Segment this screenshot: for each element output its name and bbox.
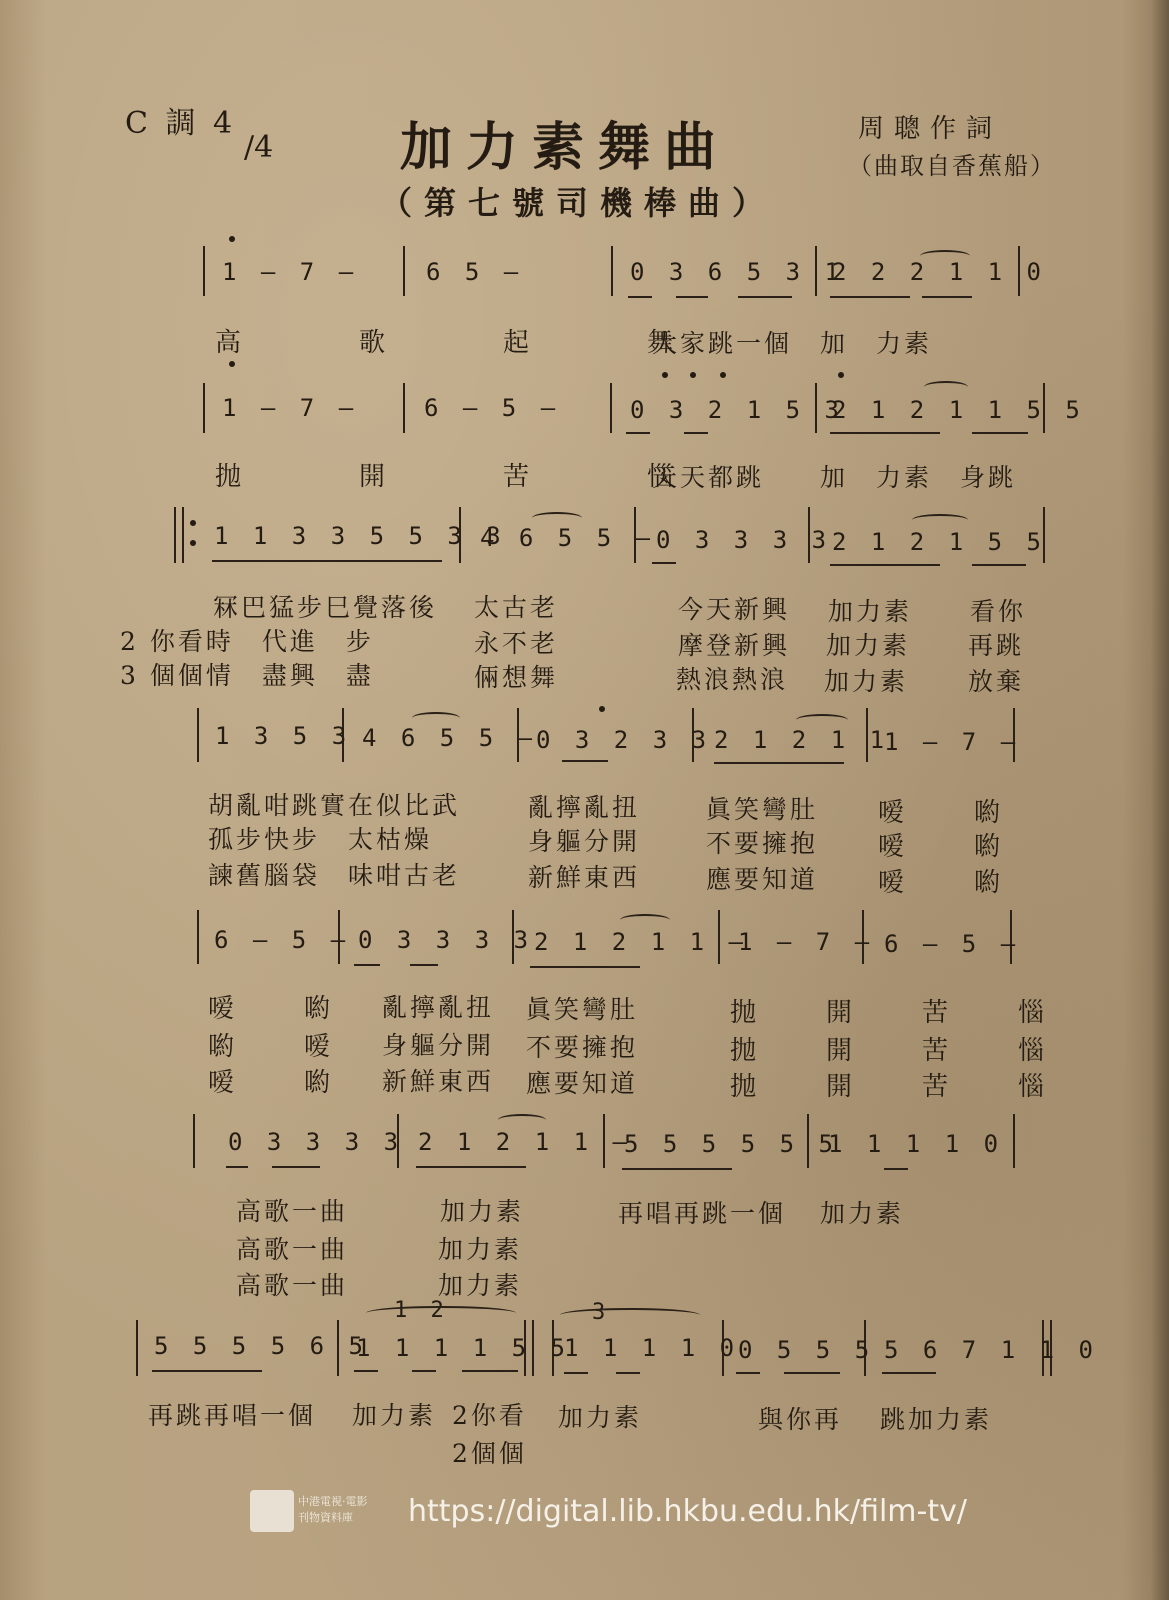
beam-line (830, 564, 940, 566)
verse-lyric: 高歌一曲 (236, 1271, 349, 1300)
verse-lyric: 嗳 喲 (208, 994, 353, 1024)
verse-lyric: 應要知道 (706, 865, 819, 894)
verse-lyric: 孤步快步 太枯燥 (208, 825, 433, 854)
verse-lyric: 再唱再跳一個 (618, 1199, 787, 1228)
lyric-line: 天天都跳 加 力素 身跳 (652, 463, 1017, 492)
slur-mark (796, 714, 848, 726)
verse-lyric: 高歌一曲 (236, 1235, 349, 1264)
slur-mark (620, 914, 670, 926)
ending-bracket (560, 1308, 700, 1322)
verse-lyric: 胡亂咁跳實在似比武 (208, 791, 461, 820)
verse-lyric: 高歌一曲 (236, 1197, 349, 1226)
verse-lyric: 加力素 (824, 667, 909, 696)
verse-lyric: 加力素 (438, 1235, 523, 1264)
verse-lyric: 看你 (970, 597, 1027, 626)
lyric-line: 高 歌 起 舞 (215, 328, 696, 358)
verse-lyric: 熱浪熱浪 (676, 665, 789, 694)
notation-measure: 6 — 5 — (424, 394, 561, 422)
lyric-line: 大家跳一個 加 力素 (652, 329, 933, 358)
notation-measure: 5 5 5 5 5 5 (624, 1130, 838, 1158)
barline (403, 246, 405, 296)
notation-measure: 1 1 1 1 0 (564, 1334, 740, 1362)
notation-measure: 1 1 1 1 0 (828, 1130, 1004, 1158)
notation-measure: 5 5 5 5 6 5 (154, 1332, 368, 1360)
verse-lyric: 喲 嗳 (208, 1032, 353, 1062)
notation-measure: 1 — 7 — (222, 394, 359, 422)
ending-bracket (366, 1306, 516, 1320)
beam-line (530, 966, 640, 968)
notation-measure: 0 3 3 3 3 (358, 926, 534, 954)
beam-line (354, 964, 380, 966)
verse-lyric: 應要知道 (526, 1069, 639, 1098)
lyric-line: 再跳再唱一個 (148, 1401, 317, 1430)
notation-measure: 0 3 6 5 3 1 (630, 258, 844, 286)
barline (203, 383, 205, 433)
barline (197, 910, 199, 964)
verse-lyric: 眞笑彎肚 (706, 795, 819, 824)
verse-lyric: 不要擁抱 (706, 829, 819, 858)
notation-measure: 2 1 2 1 1 5 5 (832, 396, 1085, 424)
beam-line (354, 1370, 378, 1372)
notation-measure: 6 5 — (426, 258, 524, 286)
verse-lyric: 摩登新興 (678, 631, 791, 660)
high-octave-dot (662, 372, 668, 378)
archive-name-line1: 中港電視·電影 (298, 1495, 368, 1508)
beam-line (784, 1372, 840, 1374)
verse-lyric: 嗳 喲 (878, 868, 1023, 898)
beam-line (882, 1372, 936, 1374)
verse-lyric: 太古老 (474, 593, 559, 622)
time-signature-denominator: /4 (244, 130, 274, 165)
barline (203, 246, 205, 296)
verse-lyric: 放棄 (968, 667, 1025, 696)
slur-mark (412, 712, 460, 724)
beam-line (564, 1372, 588, 1374)
verse-lyric: 加力素 (438, 1271, 523, 1300)
verse-lyric: 再跳 (968, 631, 1025, 660)
notation-measure: 0 3 3 3 3 (656, 526, 832, 554)
lyric-line: 跳加力素 (880, 1405, 993, 1434)
slur-mark (532, 512, 582, 524)
archive-name (298, 1494, 368, 1526)
lyric-line: 與你再 (758, 1405, 843, 1434)
verse-lyric: 身軀分開 (382, 1031, 495, 1060)
verse-lyric: 今天新興 (678, 595, 791, 624)
notation-measure: 0 3 2 1 5 3 (630, 396, 844, 424)
barline (1013, 1114, 1015, 1168)
verse-lyric: 抛 開 苦 惱 (730, 1036, 1067, 1066)
melody-source: （曲取自香蕉船） (848, 152, 1056, 180)
verse-lyric: 亂擰亂扭 (382, 993, 495, 1022)
beam-line (738, 296, 792, 298)
beam-line (652, 562, 676, 564)
verse-lyric: 加力素 (828, 597, 913, 626)
verse-lyric: 嗳 喲 (878, 798, 1023, 828)
beam-line (830, 432, 940, 434)
verse-lyric: 3 個個情 盡興 盡 (120, 661, 374, 690)
song-subtitle: （第七號司機棒曲） (380, 184, 777, 222)
verse-lyric: 新鮮東西 (528, 863, 641, 892)
beam-line (212, 560, 442, 562)
verse-lyric: 2 你看時 代進 步 (120, 627, 374, 656)
beam-line (676, 296, 708, 298)
verse-lyric: 不要擁抱 (526, 1033, 639, 1062)
slur-mark (912, 514, 968, 526)
repeat-dot (190, 520, 196, 526)
barline (193, 1114, 195, 1168)
lyric-line: 加力素 (558, 1403, 643, 1432)
beam-line (152, 1370, 262, 1372)
notation-measure: 2 1 2 1 1 (714, 726, 890, 754)
high-octave-dot (599, 706, 605, 712)
high-octave-dot (720, 372, 726, 378)
verse-lyric: 新鮮東西 (382, 1067, 495, 1096)
lyricist-credit: 周聰作詞 (858, 114, 1003, 144)
slur-mark (498, 1114, 546, 1126)
high-octave-dot (690, 372, 696, 378)
notation-measure: 6 — 5 — (214, 926, 351, 954)
beam-line (416, 1166, 526, 1168)
lyric-line: 加力素 (352, 1401, 437, 1430)
notation-measure: 1 1 1 1 5 5 (356, 1334, 570, 1362)
verse-lyric: 身軀分開 (528, 827, 641, 856)
beam-line (972, 432, 1028, 434)
notation-measure: 6 — 5 — (884, 930, 1021, 958)
beam-line (272, 1166, 320, 1168)
notation-measure: 1 3 5 3 (215, 722, 352, 750)
verse-lyric: 亂擰亂扭 (528, 793, 641, 822)
repeat-start-barline (174, 507, 184, 563)
beam-line (626, 432, 650, 434)
high-octave-dot (229, 236, 235, 242)
verse-lyric: 眞笑彎肚 (526, 995, 639, 1024)
verse-lyric: 嗳 喲 (208, 1068, 353, 1098)
verse-lyric: 加力素 (826, 631, 911, 660)
verse-lyric: 倆想舞 (474, 663, 559, 692)
lyric-line: 抛 開 苦 惱 (215, 462, 696, 492)
notation-measure: 5 6 7 1 1 0 (884, 1336, 1098, 1364)
verse-lyric: 冧巴猛步巳覺落後 (213, 593, 438, 622)
notation-measure: 2 1 2 1 5 5 (832, 528, 1046, 556)
barline (610, 383, 612, 433)
verse-lyric: 加力素 (440, 1197, 525, 1226)
beam-line (922, 296, 972, 298)
key-signature: C 調 4 (125, 106, 237, 141)
notation-measure: 2 1 2 1 1 — (534, 928, 748, 956)
beam-line (622, 1168, 732, 1170)
verse-lyric: 嗳 喲 (878, 832, 1023, 862)
repeat-dot (190, 540, 196, 546)
barline (197, 708, 199, 762)
song-title: 加力素舞曲 (400, 117, 731, 178)
notation-measure: 0 5 5 5 (738, 1336, 875, 1364)
barline (136, 1320, 138, 1376)
high-octave-dot (838, 372, 844, 378)
beam-line (628, 296, 652, 298)
notation-measure: 0 3 2 3 3 (536, 726, 712, 754)
verse-lyric: 永不老 (474, 629, 559, 658)
barline (611, 246, 613, 296)
notation-measure: 2 2 2 1 1 0 (832, 258, 1046, 286)
beam-line (972, 564, 1026, 566)
notation-measure: 4 6 5 5 — (480, 524, 656, 552)
archive-url[interactable]: https://digital.lib.hkbu.edu.hk/film-tv/ (408, 1494, 967, 1529)
notation-measure: 0 3 3 3 3 (228, 1128, 404, 1156)
lyric-line: 2個個 (452, 1439, 527, 1468)
page-edge-shadow (1151, 0, 1169, 1600)
verse-lyric: 加力素 (820, 1199, 905, 1228)
slur-mark (920, 250, 970, 262)
high-octave-dot (229, 361, 235, 367)
barline (403, 383, 405, 433)
verse-lyric: 抛 開 苦 惱 (730, 998, 1067, 1028)
beam-line (410, 964, 438, 966)
beam-line (412, 1370, 436, 1372)
ending-bracket-label: 1 2 (394, 1298, 449, 1323)
beam-line (462, 1370, 518, 1372)
beam-line (616, 1372, 640, 1374)
beam-line (830, 296, 910, 298)
archive-logo-icon (250, 1490, 294, 1532)
slur-mark (924, 381, 968, 393)
verse-lyric: 抛 開 苦 惱 (730, 1072, 1067, 1102)
beam-line (562, 760, 608, 762)
notation-measure: 1 — 7 — (884, 728, 1021, 756)
notation-measure: 4 6 5 5 — (362, 724, 538, 752)
lyric-line: 2你看 (452, 1401, 527, 1430)
beam-line (736, 1372, 760, 1374)
verse-lyric: 諫舊腦袋 味咁古老 (208, 861, 461, 890)
ending-bracket-label: 3 (592, 1300, 611, 1325)
notation-measure: 1 — 7 — (738, 928, 875, 956)
beam-line (884, 1168, 908, 1170)
notation-measure: 2 1 2 1 1 — (418, 1128, 632, 1156)
beam-line (226, 1166, 248, 1168)
notation-measure: 1 1 3 3 5 5 3 3 (214, 522, 506, 550)
notation-measure: 1 — 7 — (222, 258, 359, 286)
archive-name-line2: 刊物資料庫 (298, 1511, 353, 1524)
beam-line (714, 762, 844, 764)
beam-line (684, 432, 708, 434)
